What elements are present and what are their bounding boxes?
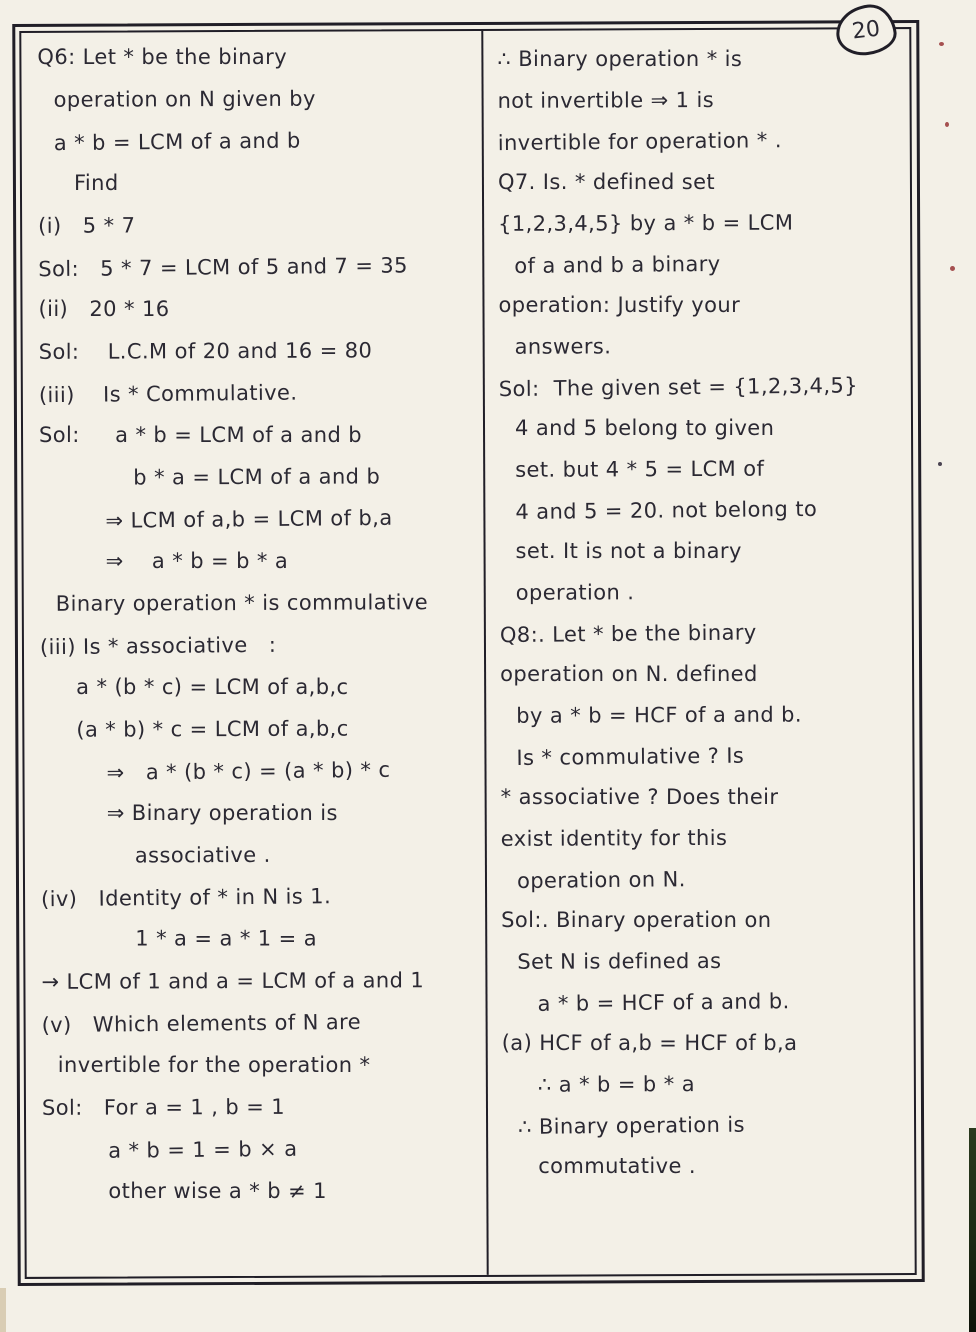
handwritten-line: commutative . [538, 1153, 696, 1178]
handwritten-line: → LCM of 1 and a = LCM of a and 1 [41, 968, 425, 994]
handwritten-line: Q8:. Let * be the binary [499, 620, 757, 648]
handwritten-line: (i) 5 * 7 [38, 213, 136, 238]
scan-speck [950, 266, 955, 271]
handwritten-line: operation: Justify your [498, 292, 741, 317]
handwritten-line: ∴ a * b = b * a [537, 1072, 695, 1097]
handwritten-line: (ii) 20 * 16 [38, 296, 170, 321]
handwritten-line: a * b = 1 = b × a [108, 1136, 298, 1163]
handwritten-line: (iii) Is * Commulative. [38, 380, 298, 408]
handwritten-line: (a * b) * c = LCM of a,b,c [76, 716, 349, 742]
handwritten-line: invertible for operation * . [497, 128, 782, 156]
scan-speck [938, 462, 942, 466]
handwritten-line: set. but 4 * 5 = LCM of [515, 456, 765, 482]
handwritten-line: answers. [514, 334, 612, 359]
handwritten-line: operation on N. [516, 867, 686, 893]
handwritten-line: ⇒ a * (b * c) = (a * b) * c [106, 757, 391, 785]
handwritten-line: {1,2,3,4,5} by a * b = LCM [498, 210, 794, 236]
handwritten-line: Sol: L.C.M of 20 and 16 = 80 [38, 338, 373, 364]
scan-edge-artifact [969, 1128, 976, 1332]
handwritten-line: ⇒ Binary operation is [106, 800, 338, 825]
handwritten-line: Is * commulative ? Is [516, 743, 745, 770]
handwritten-line: Set N is defined as [517, 948, 722, 974]
handwritten-line: a * b = HCF of a and b. [537, 989, 790, 1016]
handwritten-line: Sol: The given set = {1,2,3,4,5} [498, 373, 859, 402]
handwritten-line: 4 and 5 = 20. not belong to [515, 496, 818, 524]
notebook-columns [21, 29, 914, 1277]
handwritten-line: Sol: 5 * 7 = LCM of 5 and 7 = 35 [38, 253, 408, 282]
scan-corner-smudge [0, 1288, 6, 1332]
handwritten-line: Find [73, 170, 119, 195]
handwritten-line: a * (b * c) = LCM of a,b,c [76, 674, 349, 699]
handwritten-line: ⇒ a * b = b * a [105, 548, 289, 573]
handwritten-line: of a and b a binary [514, 251, 721, 278]
page-frame-inner [19, 27, 916, 1279]
handwritten-line: operation . [515, 580, 635, 605]
handwritten-line: set. It is not a binary [515, 538, 742, 563]
handwritten-line: operation on N given by [53, 86, 316, 112]
page-frame-outer [12, 20, 924, 1286]
handwritten-line: Sol: For a = 1 , b = 1 [41, 1094, 286, 1120]
handwritten-line: (a) HCF of a,b = HCF of b,a [501, 1030, 798, 1055]
handwritten-line: 4 and 5 belong to given [514, 415, 775, 440]
handwritten-line: Q6: Let * be the binary [37, 44, 288, 69]
handwritten-line: (iii) Is * associative : [39, 632, 277, 660]
handwritten-line: (v) Which elements of N are [41, 1009, 362, 1038]
page-number: 20 [850, 15, 882, 45]
handwritten-line: Q7. Is. * defined set [497, 169, 716, 194]
scan-speck [939, 42, 944, 46]
handwritten-line: by a * b = HCF of a and b. [516, 702, 802, 728]
handwritten-line: b * a = LCM of a and b [133, 464, 381, 490]
left-column [21, 31, 486, 1277]
handwritten-line: ∴ Binary operation is [517, 1112, 746, 1139]
handwritten-line: exist identity for this [500, 825, 728, 851]
handwritten-line: associative . [134, 842, 271, 868]
handwritten-line: not invertible ⇒ 1 is [497, 87, 715, 113]
handwritten-line: * associative ? Does their [500, 784, 779, 809]
handwritten-line: operation on N. defined [500, 661, 758, 686]
handwritten-line: ∴ Binary operation * is [497, 46, 743, 71]
handwritten-line: other wise a * b ≠ 1 [108, 1178, 327, 1203]
handwritten-line: (iv) Identity of * in N is 1. [40, 884, 332, 912]
handwritten-line: ⇒ LCM of a,b = LCM of b,a [105, 505, 393, 533]
right-column [483, 29, 914, 1275]
handwritten-line: 1 * a = a * 1 = a [135, 926, 317, 951]
handwritten-line: Sol:. Binary operation on [501, 907, 772, 932]
handwritten-line: invertible for the operation * [57, 1052, 371, 1077]
handwritten-line: a * b = LCM of a and b [53, 128, 301, 156]
handwritten-line: Binary operation * is commulative [55, 590, 429, 616]
handwritten-line: Sol: a * b = LCM of a and b [39, 422, 363, 447]
scan-speck [945, 122, 949, 127]
